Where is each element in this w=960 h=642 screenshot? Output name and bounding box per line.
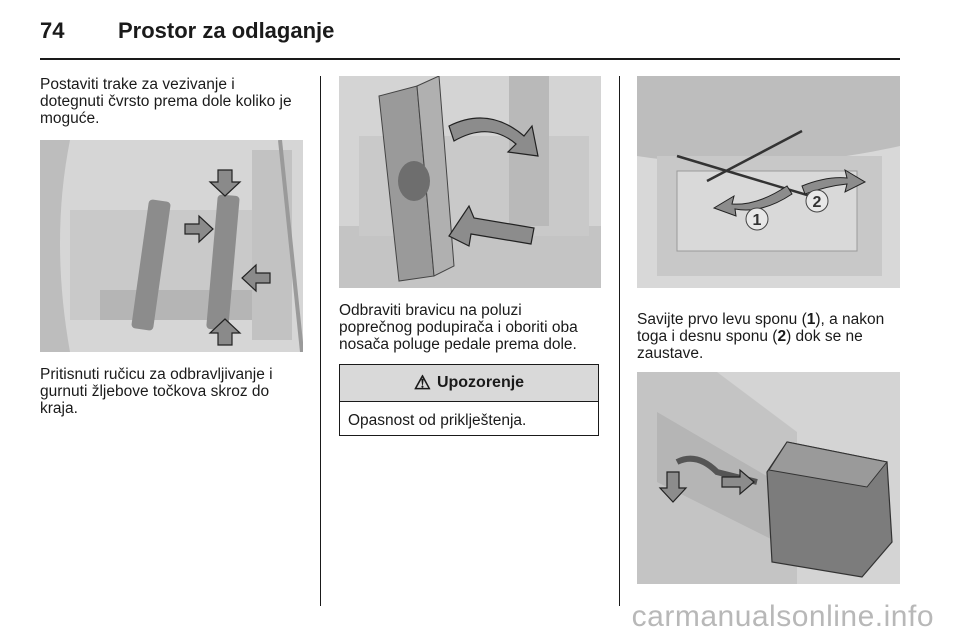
- instruction-text-4-part3: ) dok se ne zaustave.: [637, 328, 863, 362]
- warning-header: [340, 365, 598, 402]
- column-divider-right: [619, 76, 620, 606]
- instruction-text-2: Pritisnuti ručicu za odbravljivanje i gurnuti žljebove točkova skroz do kraja.: [40, 366, 273, 417]
- header-rule: [40, 58, 900, 60]
- page-title: Prostor za odlaganje: [118, 18, 335, 43]
- figure-crossbar-lever: [339, 76, 601, 288]
- warning-title: Upozorenje: [436, 374, 525, 391]
- figure-label-1: 1: [752, 212, 762, 229]
- instruction-text-4-part1: Savijte prvo levu sponu (: [637, 311, 807, 328]
- column-divider-left: [320, 76, 321, 606]
- instruction-text-4-part2: ), a nakon toga i desnu sponu (: [637, 311, 885, 345]
- instruction-text-3: Odbraviti bravicu na poluzi poprečnog podupirača i oboriti oba nosača poluge pedale prema dole.: [339, 302, 578, 353]
- instruction-text-1: Postaviti trake za vezivanje i dotegnuti čvrsto prema dole koliko je moguće.: [40, 76, 292, 127]
- clamp-number-2: 2: [777, 328, 787, 345]
- figure-tray-slide: [637, 372, 900, 584]
- warning-box: [339, 364, 599, 436]
- warning-body: Opasnost od priklještenja.: [348, 412, 527, 429]
- page-number: 74: [40, 18, 65, 43]
- figure-clamps: [637, 76, 900, 288]
- warning-triangle-icon: ⚠: [413, 372, 431, 394]
- figure-wheel-chocks: [40, 140, 303, 352]
- instruction-text-4: [637, 311, 912, 362]
- figure-label-2: 2: [812, 194, 822, 211]
- clamp-number-1: 1: [806, 311, 816, 328]
- watermark: carmanualsonline.info: [631, 600, 934, 633]
